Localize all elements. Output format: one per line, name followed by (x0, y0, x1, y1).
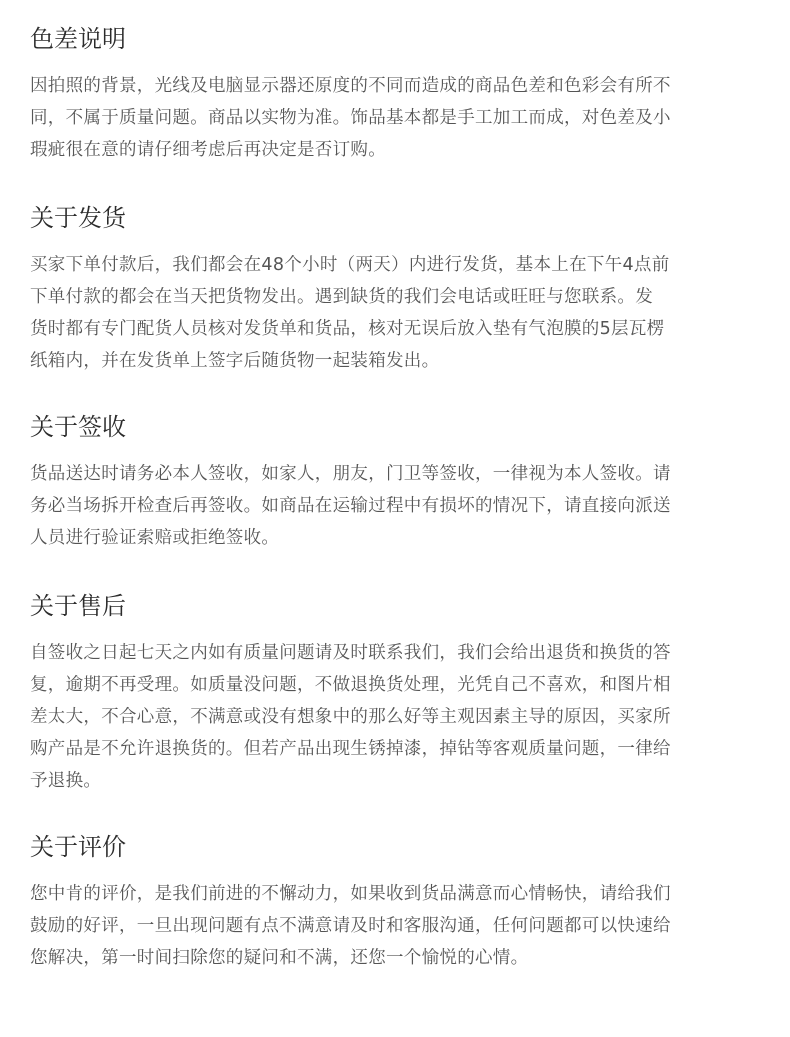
paragraph-line: 瑕疵很在意的请仔细考虑后再决定是否订购。 (30, 140, 386, 160)
paragraph-line: 差太大，不合心意，不满意或没有想象中的那么好等主观因素主导的原因，买家所 (30, 707, 671, 727)
section-review (30, 830, 760, 974)
section-receipt (30, 410, 760, 554)
section-body (30, 637, 760, 797)
section-body (30, 878, 760, 974)
paragraph-line: 鼓励的好评，一旦出现问题有点不满意请及时和客服沟通，任何问题都可以快速给 (30, 916, 671, 936)
section-color-difference (30, 22, 760, 166)
section-body (30, 458, 760, 554)
section-after-sales (30, 589, 760, 797)
paragraph-line: 人员进行验证索赔或拒绝签收。 (30, 528, 280, 548)
section-shipping (30, 201, 760, 377)
paragraph-line: 同，不属于质量问题。商品以实物为准。饰品基本都是手工加工而成，对色差及小 (30, 108, 671, 128)
section-title: 关于售后 (30, 592, 126, 620)
paragraph-line: 自签收之日起七天之内如有质量问题请及时联系我们，我们会给出退货和换货的答 (30, 643, 671, 663)
paragraph-line: 予退换。 (30, 771, 102, 791)
section-title: 关于发货 (30, 204, 126, 232)
paragraph-line: 买家下单付款后，我们都会在48个小时（两天）内进行发货，基本上在下午4点前 (30, 255, 670, 275)
paragraph-line: 因拍照的背景，光线及电脑显示器还原度的不同而造成的商品色差和色彩会有所不 (30, 76, 671, 96)
section-title: 关于评价 (30, 833, 126, 861)
paragraph-line: 下单付款的都会在当天把货物发出。遇到缺货的我们会电话或旺旺与您联系。发 (30, 287, 653, 307)
paragraph-line: 您中肯的评价，是我们前进的不懈动力，如果收到货品满意而心情畅快，请给我们 (30, 884, 671, 904)
paragraph-line: 货品送达时请务必本人签收，如家人，朋友，门卫等签收，一律视为本人签收。请 (30, 464, 671, 484)
paragraph-line: 纸箱内，并在发货单上签字后随货物一起装箱发出。 (30, 351, 440, 371)
paragraph-line: 货时都有专门配货人员核对发货单和货品，核对无误后放入垫有气泡膜的5层瓦楞 (30, 319, 665, 339)
section-title: 关于签收 (30, 413, 126, 441)
paragraph-line: 您解决，第一时间扫除您的疑问和不满，还您一个愉悦的心情。 (30, 948, 529, 968)
paragraph-line: 购产品是不允许退换货的。但若产品出现生锈掉漆，掉钻等客观质量问题，一律给 (30, 739, 671, 759)
section-body (30, 70, 760, 166)
section-title: 色差说明 (30, 25, 126, 53)
section-body (30, 249, 760, 377)
paragraph-line: 复，逾期不再受理。如质量没问题，不做退换货处理，光凭自己不喜欢，和图片相 (30, 675, 671, 695)
paragraph-line: 务必当场拆开检查后再签收。如商品在运输过程中有损坏的情况下，请直接向派送 (30, 496, 671, 516)
